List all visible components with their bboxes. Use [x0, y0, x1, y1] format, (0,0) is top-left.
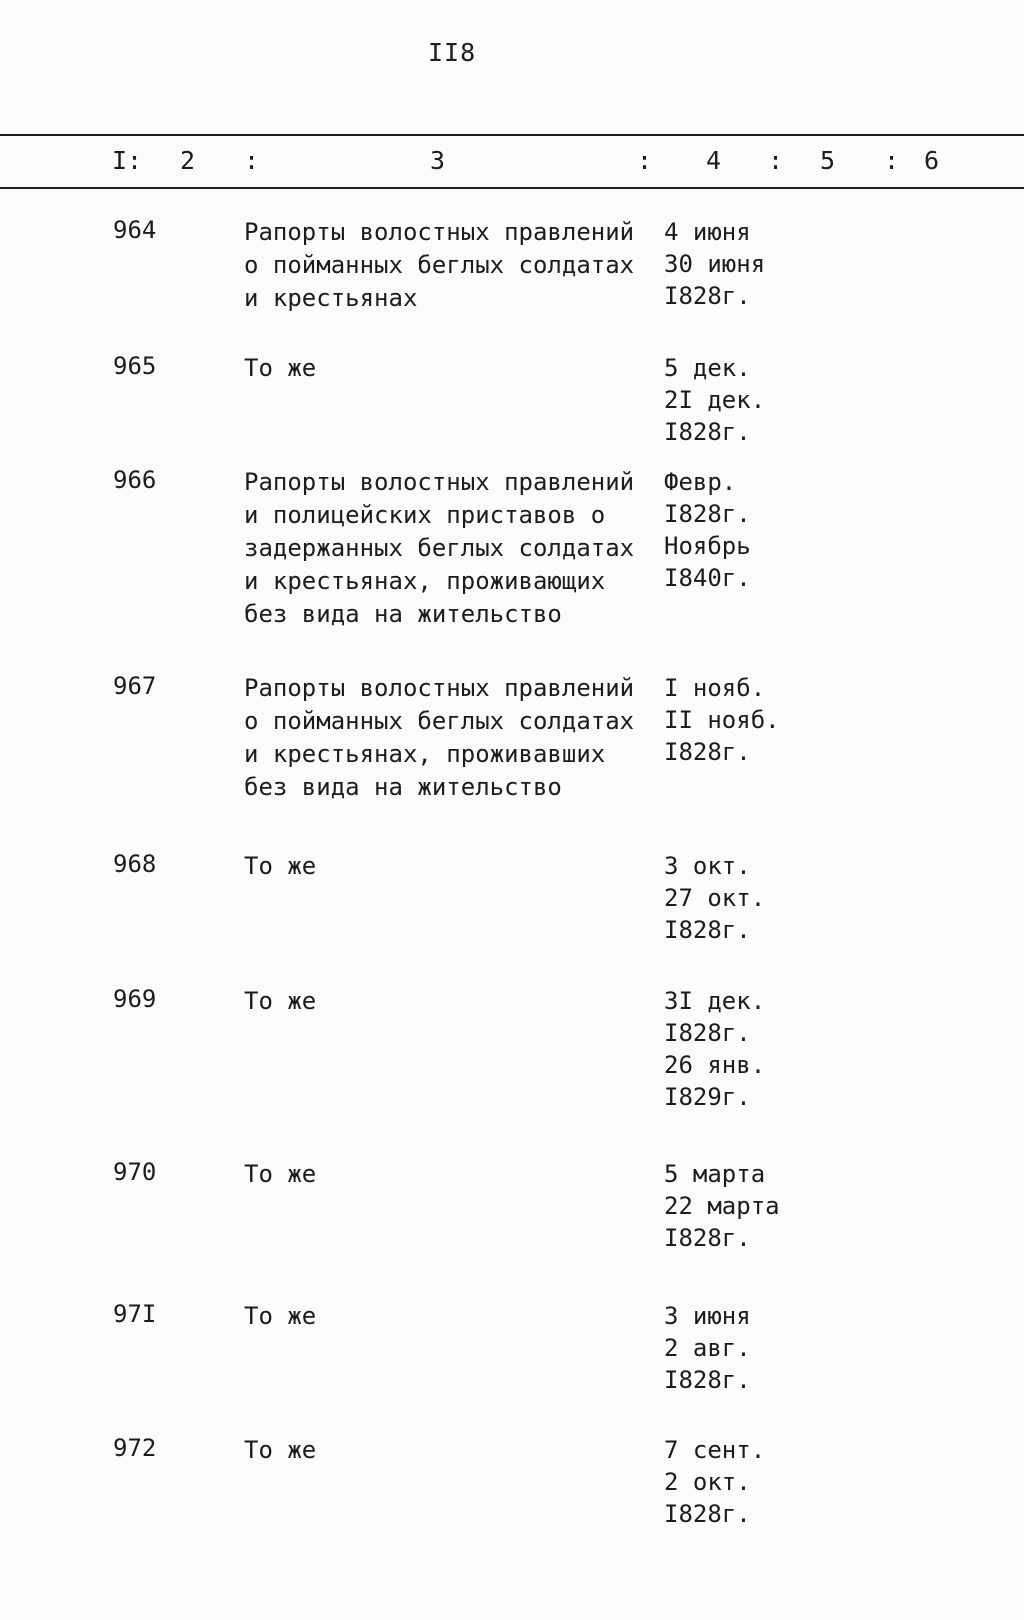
- entry-title-line: То же: [244, 1302, 317, 1330]
- entry-date-line: I828г.: [664, 916, 751, 944]
- header-col-4: 4: [706, 146, 722, 175]
- entry-title-line: без вида на жительство: [244, 773, 562, 801]
- entry-date-line: 22 марта: [664, 1192, 780, 1220]
- entry-title: [244, 672, 634, 804]
- entry-number: 967: [113, 672, 157, 700]
- entry-title-line: и крестьянах, проживающих: [244, 567, 606, 595]
- header-separator: :: [884, 146, 900, 175]
- entry-date-line: 30 июня: [664, 250, 766, 278]
- entry-dates: [664, 1158, 780, 1254]
- entry-date-line: I840г.: [664, 564, 751, 592]
- entry-title-line: То же: [244, 987, 317, 1015]
- entry-date-line: I828г.: [664, 1366, 751, 1394]
- entry-title-line: и крестьянах, проживавших: [244, 740, 606, 768]
- entry-date-line: I828г.: [664, 500, 751, 528]
- entry-title: [244, 1434, 316, 1467]
- entry-title-line: То же: [244, 1436, 317, 1464]
- entry-date-line: 2 авг.: [664, 1334, 751, 1362]
- entry-number: 965: [113, 352, 157, 380]
- entry-number: 966: [113, 466, 157, 494]
- header-separator: :: [244, 146, 260, 175]
- entry-date-line: I829г.: [664, 1083, 751, 1111]
- header-top-rule: [0, 134, 1024, 136]
- entry-title-line: о пойманных беглых солдатах: [244, 707, 635, 735]
- entry-title-line: о пойманных беглых солдатах: [244, 251, 635, 279]
- entry-date-line: Февр.: [664, 468, 737, 496]
- entry-date-line: I828г.: [664, 1500, 751, 1528]
- entry-date-line: I828г.: [664, 738, 751, 766]
- entry-number: 964: [113, 216, 157, 244]
- entry-number: 969: [113, 985, 157, 1013]
- entry-number: 972: [113, 1434, 157, 1462]
- header-col-3: 3: [430, 146, 446, 175]
- entry-title-line: и крестьянах: [244, 284, 418, 312]
- entry-title-line: То же: [244, 354, 317, 382]
- header-separator: :: [637, 146, 653, 175]
- entry-dates: [664, 352, 765, 448]
- header-col-5: 5: [820, 146, 836, 175]
- entry-date-line: 2I дек.: [664, 386, 766, 414]
- entry-title-line: и полицейских приставов о: [244, 501, 606, 529]
- entry-date-line: II нояб.: [664, 706, 780, 734]
- entry-number: 968: [113, 850, 157, 878]
- entry-date-line: 5 дек.: [664, 354, 751, 382]
- entry-dates: [664, 672, 780, 768]
- entry-dates: [664, 1434, 765, 1530]
- entry-title: [244, 1158, 316, 1191]
- entry-title-line: без вида на жительство: [244, 600, 562, 628]
- entry-dates: [664, 466, 751, 594]
- entry-date-line: 5 марта: [664, 1160, 766, 1188]
- entry-title: [244, 850, 316, 883]
- entry-title: [244, 985, 316, 1018]
- entry-title: [244, 216, 634, 315]
- header-bottom-rule: [0, 187, 1024, 189]
- entry-date-line: 7 сент.: [664, 1436, 766, 1464]
- entry-date-line: I нояб.: [664, 674, 766, 702]
- header-separator: :: [768, 146, 784, 175]
- entry-title-line: задержанных беглых солдатах: [244, 534, 635, 562]
- header-col-6: 6: [924, 146, 940, 175]
- entry-date-line: 4 июня: [664, 218, 751, 246]
- entry-date-line: I828г.: [664, 1224, 751, 1252]
- entry-date-line: 3 окт.: [664, 852, 751, 880]
- entry-date-line: 27 окт.: [664, 884, 766, 912]
- page-number: II8: [428, 38, 477, 67]
- entry-title: [244, 1300, 316, 1333]
- entry-date-line: Ноябрь: [664, 532, 751, 560]
- entry-number: 97I: [113, 1300, 157, 1328]
- entry-title: [244, 466, 634, 631]
- entry-title: [244, 352, 316, 385]
- entry-date-line: 3I дек.: [664, 987, 766, 1015]
- entry-date-line: 3 июня: [664, 1302, 751, 1330]
- entry-number: 970: [113, 1158, 157, 1186]
- entry-date-line: I828г.: [664, 282, 751, 310]
- header-col-2: 2: [180, 146, 196, 175]
- entry-date-line: 2 окт.: [664, 1468, 751, 1496]
- header-col-1: I:: [112, 146, 143, 175]
- entry-title-line: Рапорты волостных правлений: [244, 468, 635, 496]
- entry-dates: [664, 1300, 751, 1396]
- entry-title-line: Рапорты волостных правлений: [244, 218, 635, 246]
- entry-title-line: То же: [244, 852, 317, 880]
- entry-dates: [664, 216, 765, 312]
- entry-title-line: Рапорты волостных правлений: [244, 674, 635, 702]
- entry-dates: [664, 985, 765, 1113]
- entry-dates: [664, 850, 765, 946]
- entry-date-line: I828г.: [664, 1019, 751, 1047]
- entry-title-line: То же: [244, 1160, 317, 1188]
- entry-date-line: 26 янв.: [664, 1051, 766, 1079]
- entry-date-line: I828г.: [664, 418, 751, 446]
